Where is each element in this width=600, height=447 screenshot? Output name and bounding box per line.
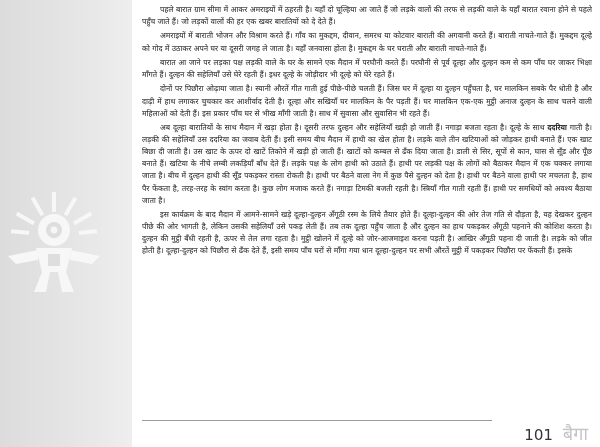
paragraph <box>142 83 592 119</box>
page-body-text <box>142 4 592 419</box>
tribal-motif-icon <box>4 190 104 295</box>
paragraph-text: गाती है। लड़की की सहेलियाँ उस ददरिया का जवाब देती हैं। इसी समय बीच मैदान में हाथी का खेल होता है। लड़के वाले तीन खटियाओं को जोड़कर हाथी बनाते हैं। एक खाट बिछा दी जाती है। उस खाट के ऊपर दो खाटें तिकोने में खड़ी हो जाती हैं। खाटों को कम्बल से ढँक दिया जाता है। डाली से सिर, सूपों से कान, घास से सूँड और पूँछ बनाते हैं। खटिया के नीचे लम्बी लकड़ियाँ बाँध देते हैं। लड़के पक्ष के लोग हाथी को उठाते हैं। हाथी पर लड़की पक्ष के लोगों को बैठाकर मैदान में एक चक्कर लगाया जाता है। बीच में दुल्हन हाथी की सूँड पकड़कर रास्ता रोकती है। हाथी पर बैठने वाला नेग में कुछ पैसे दुल्हन को देता है। हाथी पर बैठने वाला हाथी पर मचलता है, हाथ पैर फेंकता है, तरह-तरह के स्वांग करता है। कुछ लोग मजाक करते हैं। नगाड़ा टिमकी बजती रहती है। स्त्रियाँ गीत गाती रहती हैं। हाथी पर समधियों को अवश्य बैठाया जाता है। <box>142 123 592 205</box>
paragraph-text: इस कार्यक्रम के बाद मैदान में आमने-सामने खड़े दूल्हा-दुल्हन अँगूठी रस्म के लिये तैयार होते हैं। दूल्हा-दुल्हन की ओर तेज गति से दौड़ता है, यह देखकर दुल्हन पीछे की ओर भागती है, लेकिन उसकी सहेलियाँ उसे पकड़ लेती हैं। तब तक दूल्हा पहुँच जाता है और दुल्हन का हाथ पकड़कर अँगूठी पहनाने की कोशिश करता है। दुल्हन की मुट्ठी बँधी रहती है, ऊपर से तेल लगा रहता है। मुट्ठी खोलने में दूल्हे को जोर-आजमाइश करना पड़ती है। आखिर अँगूठी पहना दी जाती है। लड़के को जीत होती है। दूल्हा-दुल्हन को पिछौरा से ढँक देते हैं, इसी समय पाँच घरों से माँगा गया धान दूल्हा-दुल्हन पर सभी औरतें मुट्ठी में पकड़कर पिछौरा पर फेंकती हैं। इसके <box>142 209 592 256</box>
paragraph <box>142 57 592 81</box>
page-footer <box>524 422 588 444</box>
paragraph <box>142 30 592 54</box>
paragraph <box>142 209 592 257</box>
paragraph-text: अब दूल्हा बारातियों के साथ मैदान में खड़ा होता है। दूसरी तरफ दुल्हन और सहेलियाँ खड़ी हो जाती हैं। नगाड़ा बजता रहता है। दूल्हे के साथ <box>160 123 548 133</box>
page-number: 101 <box>524 426 553 444</box>
paragraph-text: दोनों पर पिछौरा ओढ़ाया जाता है। स्यानी औरतें गीत गाती हुई पीछे-पीछे चलती हैं। जिस घर में दूल्हा या दुल्हन पहुँचता है, घर मालकिन सबके पैर धोती है और दाढ़ी में हाथ लगाकर चुचकार कर आशीर्वाद देती है। दूल्हा और सखियाँ घर मालकिन के पैर पड़ती हैं। घर मालकिन एक-एक मुट्ठी अनाज दुल्हन के साथ चलने वाली महिलाओं को देती हैं। इस प्रकार पाँच घर से भीख माँगी जाती है। साथ में सुवासा और सुवासिन भी रहते हैं। <box>142 84 592 118</box>
bold-term: ददरिया <box>547 123 567 133</box>
left-margin-band <box>0 0 132 447</box>
running-title: बैगा <box>562 424 588 445</box>
paragraph-text: पहले बारात ग्राम सीमा में आकर अमराइयों में ठहरती है। यहाँ दो चूल्हिया आ जाते हैं जो लड़के वालों की तरफ से लड़की वाले के यहाँ बारात रवाना होने से पहले पहुँच जाते हैं। जो लड़कों वालों की हर एक खबर बारातियों को दे देते हैं। <box>142 5 592 27</box>
paragraph <box>142 4 592 28</box>
footer-divider <box>142 420 492 421</box>
paragraph <box>142 122 592 207</box>
paragraph-text: बारात आ जाने पर लड़का पक्ष लड़की वाले के घर के सामने एक मैदान में परघौनी करते हैं। परघौनी से पूर्व दूल्हा और दुल्हन कम से कम पाँच घर जाकर भिक्षा माँगते हैं। दुल्हन की सहेलियाँ उसे घेरे रहती हैं। इधर दूल्हे के जोड़ीदार भी दूल्हे को घेरे रहते हैं। <box>142 57 592 80</box>
paragraph-text: अमराइयों में बाराती भोजन और विश्राम करते हैं। गाँव का मुकद्दम, दीवान, समरथ या कोटवार बाराती की अगवानी करते हैं। बाराती नाचते-गाते हैं। मुकद्दम दूल्हे को गोद में उठाकर अपने घर या दूसरी जगह ले जाता है। यहाँ जनवासा होता है। मुकद्दम के घर घराती और बाराती नाचते-गाते हैं। <box>142 31 592 53</box>
